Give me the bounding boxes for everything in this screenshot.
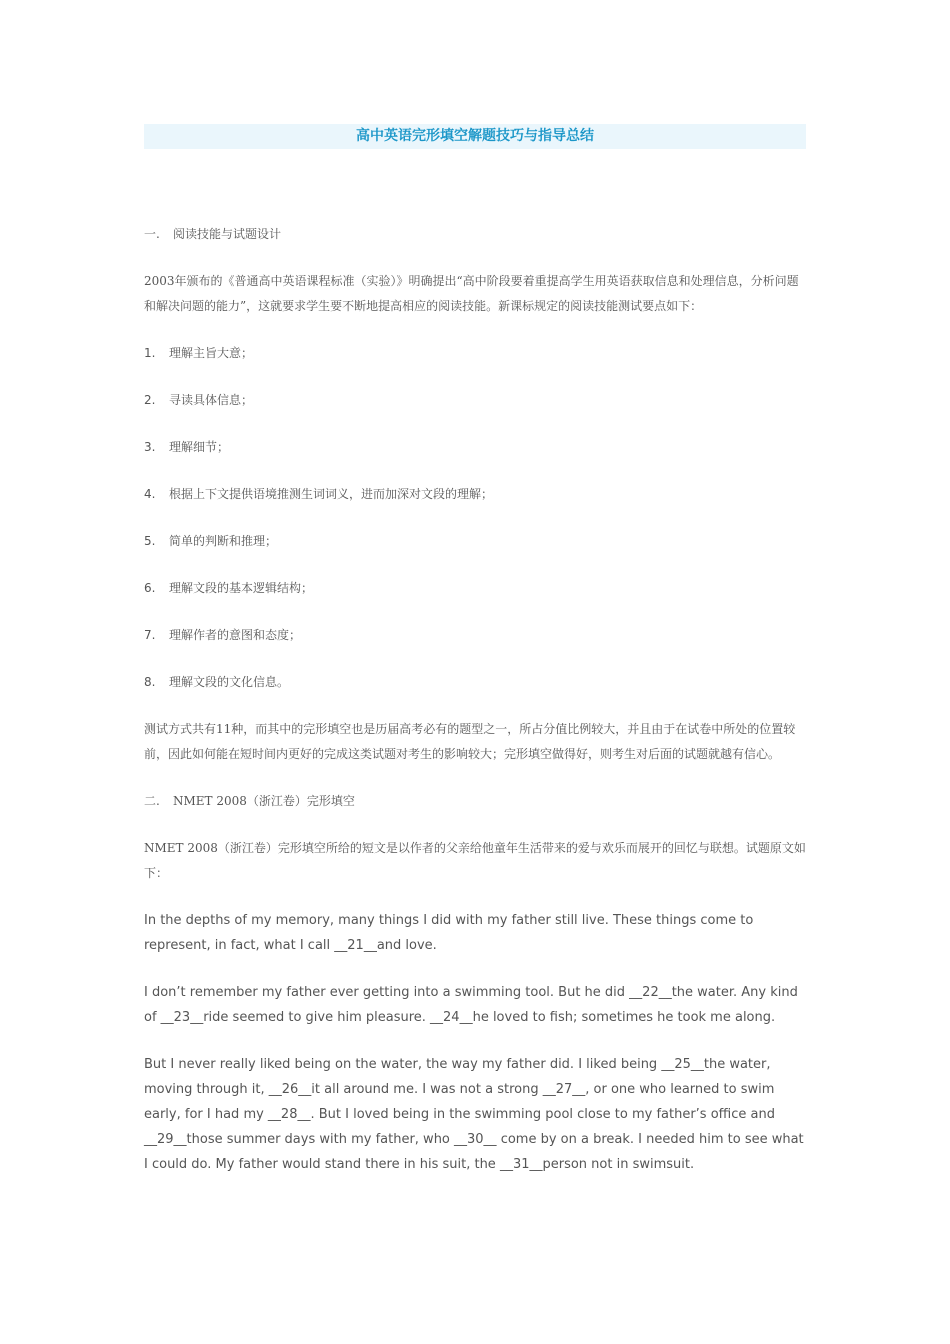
list-item: 1. 理解主旨大意；	[144, 346, 254, 360]
document-title: 高中英语完形填空解题技巧与指导总结	[144, 124, 806, 149]
section-number: 二.	[144, 794, 160, 808]
document-page	[144, 124, 806, 1199]
list-item: 6. 理解文段的基本逻辑结构；	[144, 581, 314, 595]
list-item: 3. 理解细节；	[144, 440, 230, 454]
section2-intro-paragraph: NMET 2008（浙江卷）完形填空所给的短文是以作者的父亲给他童年生活带来的爱与欢乐而展开的回忆与联想。试题原文如下：	[144, 841, 806, 880]
passage-paragraph: In the depths of my memory, many things I did with my father still live. These things come to represent, in fact, what I call __21__and love.	[144, 913, 754, 953]
list-item: 4. 根据上下文提供语境推测生词词义，进而加深对文段的理解；	[144, 487, 494, 501]
section-heading-1	[144, 222, 806, 247]
intro-paragraph: 2003年颁布的《普通高中英语课程标准（实验）》明确提出“高中阶段要着重提高学生用英语获取信息和处理信息，分析问题和解决问题的能力”，这就要求学生要不断地提高相应的阅读技能。新课标规定的阅读技能测试要点如下：	[144, 274, 799, 313]
section-label: NMET 2008（浙江卷）完形填空	[173, 794, 355, 808]
section-label: 阅读技能与试题设计	[173, 227, 282, 241]
list-item: 5. 简单的判断和推理；	[144, 534, 278, 548]
list-item: 8. 理解文段的文化信息。	[144, 675, 290, 689]
list-item: 2. 寻读具体信息；	[144, 393, 254, 407]
passage-paragraph: But I never really liked being on the water, the way my father did. I liked being __25__the water, moving through it, __26__it all around me. I was not a strong __27__, or one who learned to swim early, for I had my __28__. But I loved being in the swimming pool close to my father’s office and __29__those summer days with my father, who __30__ come by on a break. I needed him to see what I could do. My father would stand there in his suit, the __31__person not in swimsuit.	[144, 1057, 804, 1172]
test-methods-paragraph: 测试方式共有11种，而其中的完形填空也是历届高考必有的题型之一，所占分值比例较大，并且由于在试卷中所处的位置较前，因此如何能在短时间内更好的完成这类试题对考生的影响较大；完形填空做得好，则考生对后面的试题就越有信心。	[144, 722, 796, 761]
passage-paragraph: I don’t remember my father ever getting into a swimming tool. But he did __22__the water. Any kind of __23__ride seemed to give him pleasure. __24__he loved to fish; sometimes he took me along.	[144, 985, 798, 1025]
section-heading-2	[144, 789, 806, 814]
section-number: 一.	[144, 227, 160, 241]
list-item: 7. 理解作者的意图和态度；	[144, 628, 302, 642]
